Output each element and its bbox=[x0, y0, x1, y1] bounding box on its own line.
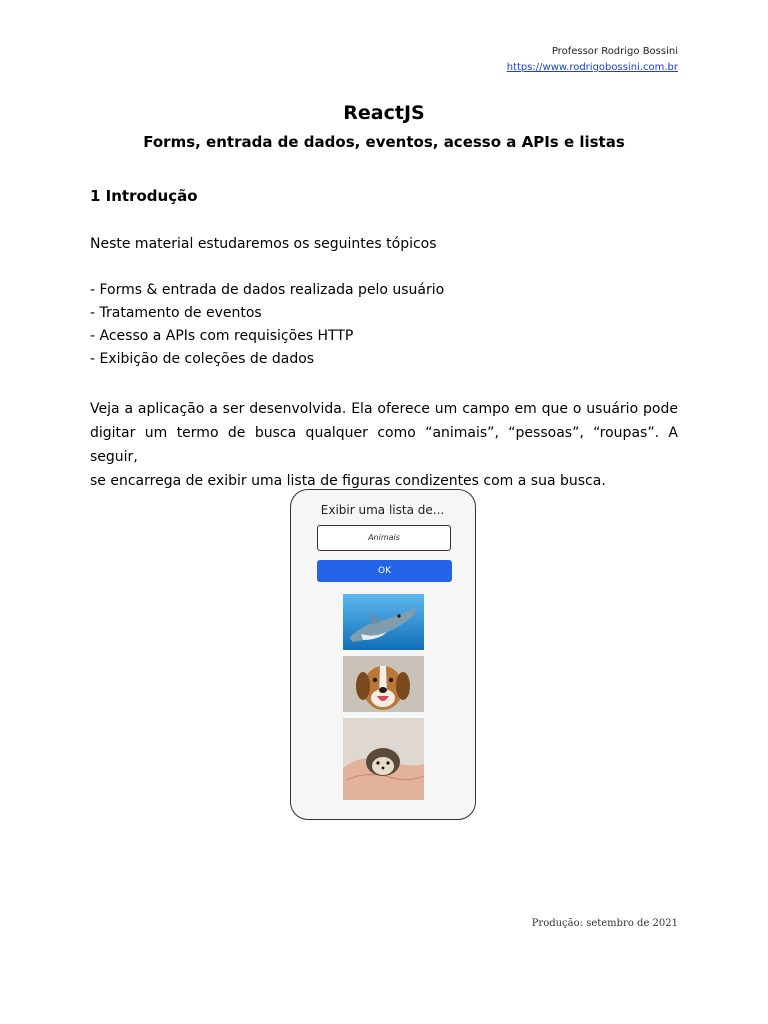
topic-item: - Forms & entrada de dados realizada pelo usuário bbox=[90, 282, 445, 298]
topic-list bbox=[90, 279, 678, 371]
mockup-search-input[interactable]: Animais bbox=[317, 525, 451, 551]
mockup-title: Exibir uma lista de... bbox=[320, 503, 445, 517]
document-subtitle: Forms, entrada de dados, eventos, acesso a APIs e listas bbox=[143, 133, 625, 151]
topic-item: - Exibição de coleções de dados bbox=[90, 351, 315, 367]
dog-photo bbox=[343, 656, 424, 712]
footer-production-date: Produção: setembro de 2021 bbox=[531, 918, 678, 929]
topic-item: - Tratamento de eventos bbox=[90, 305, 262, 321]
document-title: ReactJS bbox=[343, 102, 425, 124]
app-mockup-phone bbox=[290, 489, 476, 820]
intro-text: Neste material estudaremos os seguintes tópicos bbox=[90, 236, 437, 252]
topic-item: - Acesso a APIs com requisições HTTP bbox=[90, 328, 354, 344]
section-heading: 1 Introdução bbox=[90, 187, 198, 205]
header-website-link[interactable]: https://www.rodrigobossini.com.br bbox=[506, 62, 678, 73]
hedgehog-photo bbox=[343, 718, 424, 800]
paragraph-line: se encarrega de exibir uma lista de figuras condizentes com a sua busca. bbox=[90, 473, 606, 489]
paragraph-line: Veja a aplicação a ser desenvolvida. Ela oferece um campo em que o usuário pode bbox=[90, 401, 678, 417]
dolphin-photo bbox=[343, 594, 424, 650]
header-author: Professor Rodrigo Bossini bbox=[551, 46, 678, 57]
mockup-ok-button[interactable]: OK bbox=[317, 560, 452, 582]
paragraph-line: digitar um termo de busca qualquer como “animais”, “pessoas”, “roupas”. A seguir, bbox=[90, 425, 678, 465]
description-paragraph bbox=[90, 397, 678, 493]
